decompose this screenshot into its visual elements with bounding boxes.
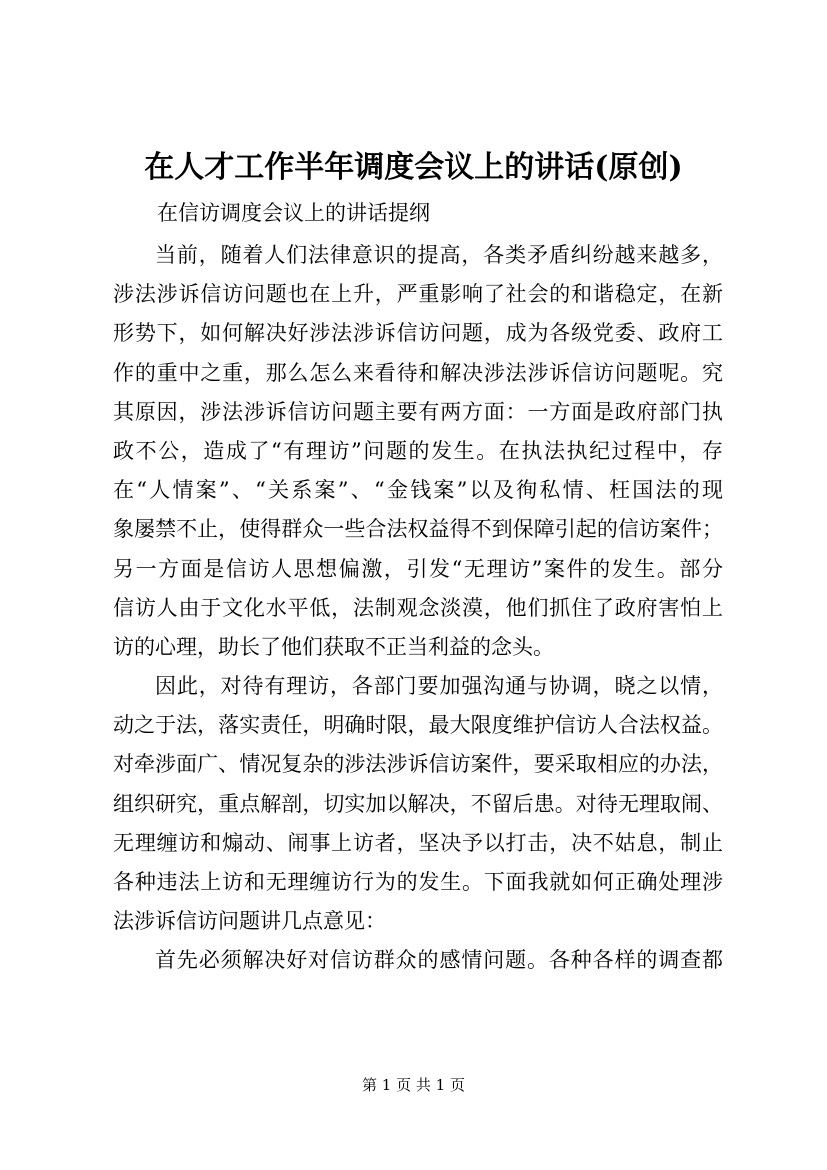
paragraph-1-line-10: 信访人由于文化水平低，法制观念淡漠，他们抓住了政府害怕上 <box>113 595 723 620</box>
paragraph-2-line-3: 对牵涉面广、情况复杂的涉法涉诉信访案件，要采取相应的办法， <box>113 752 723 777</box>
paragraph-1-line-7: 在“人情案”、“关系案”、“金钱案”以及徇私情、枉国法的现 <box>113 478 723 503</box>
document-body <box>113 236 723 981</box>
page-footer: 第 1 页 共 1 页 <box>362 1076 465 1094</box>
paragraph-2-line-2: 动之于法，落实责任，明确时限，最大限度维护信访人合法权益。 <box>113 713 723 738</box>
paragraph-3-line-1: 首先必须解决好对信访群众的感情问题。各种各样的调查都 <box>155 948 723 973</box>
paragraph-1-line-4: 作的重中之重，那么怎么来看待和解决涉法涉诉信访问题呢。究 <box>113 360 723 385</box>
paragraph-1-line-6: 政不公，造成了“有理访”问题的发生。在执法执纪过程中，存 <box>113 438 723 463</box>
document-subtitle: 在信访调度会议上的讲话提纲 <box>157 201 430 225</box>
paragraph-2-line-1: 因此，对待有理访，各部门要加强沟通与协调，晓之以情， <box>155 674 723 699</box>
paragraph-2-line-4: 组织研究，重点解剖，切实加以解决，不留后患。对待无理取闹、 <box>113 791 723 816</box>
paragraph-1-line-2: 涉法涉诉信访问题也在上升，严重影响了社会的和谐稳定，在新 <box>113 282 723 307</box>
paragraph-1-line-1: 当前，随着人们法律意识的提高，各类矛盾纠纷越来越多， <box>155 243 723 267</box>
paragraph-1-line-3: 形势下，如何解决好涉法涉诉信访问题，成为各级党委、政府工 <box>113 321 723 346</box>
paragraph-2-line-5: 无理缠访和煽动、闹事上访者，坚决予以打击，决不姑息，制止 <box>113 830 723 855</box>
paragraph-1-line-8: 象屡禁不止，使得群众一些合法权益得不到保障引起的信访案件； <box>113 517 723 542</box>
paragraph-2-line-6: 各种违法上访和无理缠访行为的发生。下面我就如何正确处理涉 <box>113 870 723 894</box>
paragraph-1-line-9: 另一方面是信访人思想偏激，引发“无理访”案件的发生。部分 <box>113 556 723 581</box>
paragraph-1-line-11: 访的心理，助长了他们获取不正当利益的念头。 <box>113 634 554 659</box>
paragraph-2-line-7: 法涉诉信访问题讲几点意见： <box>113 909 386 934</box>
paragraph-1-line-5: 其原因，涉法涉诉信访问题主要有两方面：一方面是政府部门执 <box>113 399 723 424</box>
document-title: 在人才工作半年调度会议上的讲话(原创) <box>144 150 683 185</box>
